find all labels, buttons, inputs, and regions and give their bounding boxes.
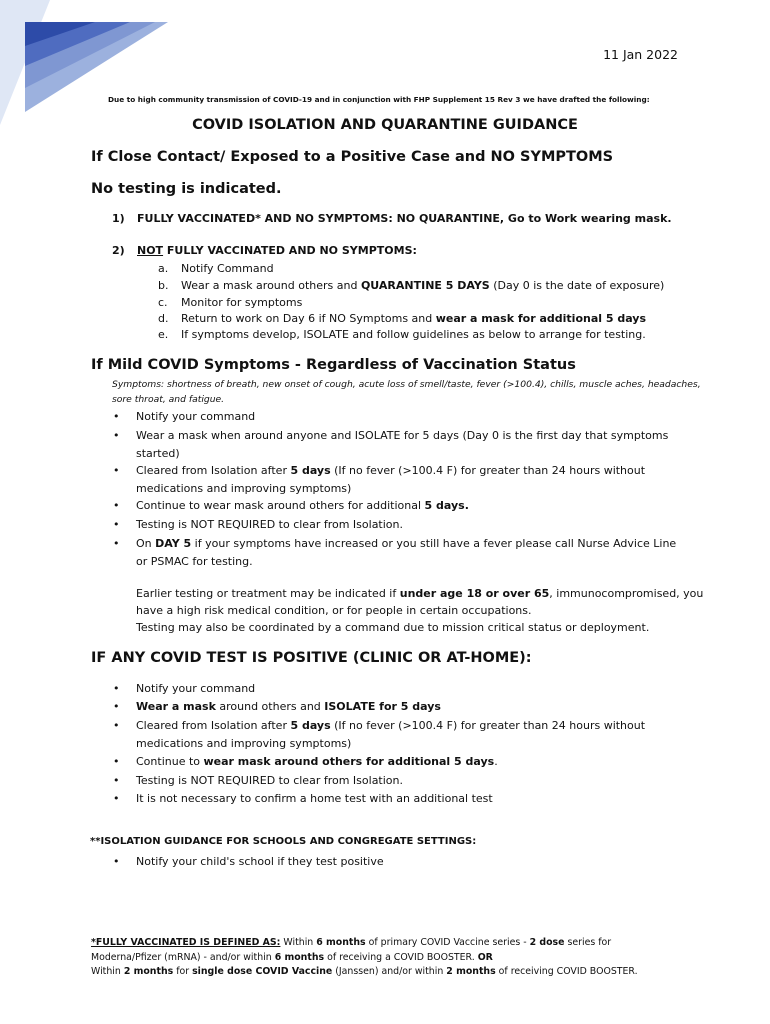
list-item: • Cleared from Isolation after 5 days (If no fever (>100.4 F) for greater than 24 hours without medications and improving symptoms) [113, 719, 646, 750]
sub-item-a: a. Notify Command [158, 262, 274, 275]
list-item: • It is not necessary to confirm a home test with an additional test [113, 792, 493, 805]
mild-symptoms-heading: If Mild COVID Symptoms - Regardless of Vaccination Status [91, 357, 576, 373]
sub-item-b: b. Wear a mask around others and QUARANTINE 5 DAYS (Day 0 is the date of exposure) [158, 279, 665, 292]
no-testing-heading: No testing is indicated. [91, 181, 282, 197]
intro-text: Due to high community transmission of COVID-19 and in conjunction with FHP Supplement 15 Rev 3 we have drafted the following: [108, 95, 650, 104]
positive-test-heading: IF ANY COVID TEST IS POSITIVE (CLINIC OR AT-HOME): [91, 650, 532, 666]
corner-decoration [0, 0, 170, 130]
list-item: • Testing is NOT REQUIRED to clear from Isolation. [113, 774, 403, 787]
symptoms-description: Symptoms: shortness of breath, new onset of cough, acute loss of smell/taste, fever (>100.4), chills, muscle aches, headaches, sore throat, and fatigue. [112, 379, 701, 405]
close-contact-heading: If Close Contact/ Exposed to a Positive Case and NO SYMPTOMS [91, 149, 614, 165]
schools-heading: **ISOLATION GUIDANCE FOR SCHOOLS AND CONGREGATE SETTINGS: [90, 836, 477, 847]
sub-item-c: c. Monitor for symptoms [158, 296, 303, 309]
list-item: • Continue to wear mask around others for additional 5 days. [113, 755, 498, 768]
footnote-line-1: *FULLY VACCINATED IS DEFINED AS: Within 6 months of primary COVID Vaccine series - 2 dose series for [91, 937, 612, 948]
document-date: 11 Jan 2022 [603, 47, 678, 62]
sub-item-d: d. Return to work on Day 6 if NO Symptoms and wear a mask for additional 5 days [158, 312, 647, 325]
footnote-line-2: Moderna/Pfizer (mRNA) - and/or within 6 months of receiving a COVID BOOSTER. OR [91, 952, 493, 963]
list-item: • Testing is NOT REQUIRED to clear from Isolation. [113, 518, 403, 531]
numbered-item-1: 1) FULLY VACCINATED* AND NO SYMPTOMS: NO QUARANTINE, Go to Work wearing mask. [112, 212, 672, 225]
document-title: COVID ISOLATION AND QUARANTINE GUIDANCE [192, 117, 578, 133]
list-item: • Notify your command [113, 682, 256, 695]
list-item: • Notify your command [113, 410, 256, 423]
list-item: • Continue to wear mask around others for additional 5 days. [113, 499, 469, 512]
list-item: • Wear a mask when around anyone and ISOLATE for 5 days (Day 0 is the first day that symptoms started) [113, 429, 669, 460]
footnote-line-3: Within 2 months for single dose COVID Vaccine (Janssen) and/or within 2 months of receiving COVID BOOSTER. [91, 966, 638, 977]
list-item: • Notify your child's school if they test positive [113, 855, 384, 868]
earlier-testing-paragraph: Earlier testing or treatment may be indicated if under age 18 or over 65, immunocompromised, you have a high risk medical condition, or for people in certain occupations. Testing may also be coordinated by a command due to mission critical status or deployment. [136, 587, 704, 634]
numbered-item-2: 2) NOT FULLY VACCINATED AND NO SYMPTOMS: [112, 244, 417, 257]
sub-item-e: e. If symptoms develop, ISOLATE and follow guidelines as below to arrange for testing. [158, 328, 646, 341]
list-item: • Cleared from Isolation after 5 days (If no fever (>100.4 F) for greater than 24 hours without medications and improving symptoms) [113, 464, 646, 495]
list-item: • On DAY 5 if your symptoms have increased or you still have a fever please call Nurse Advice Line or PSMAC for testing. [113, 537, 677, 568]
list-item: • Wear a mask around others and ISOLATE for 5 days [113, 700, 441, 713]
